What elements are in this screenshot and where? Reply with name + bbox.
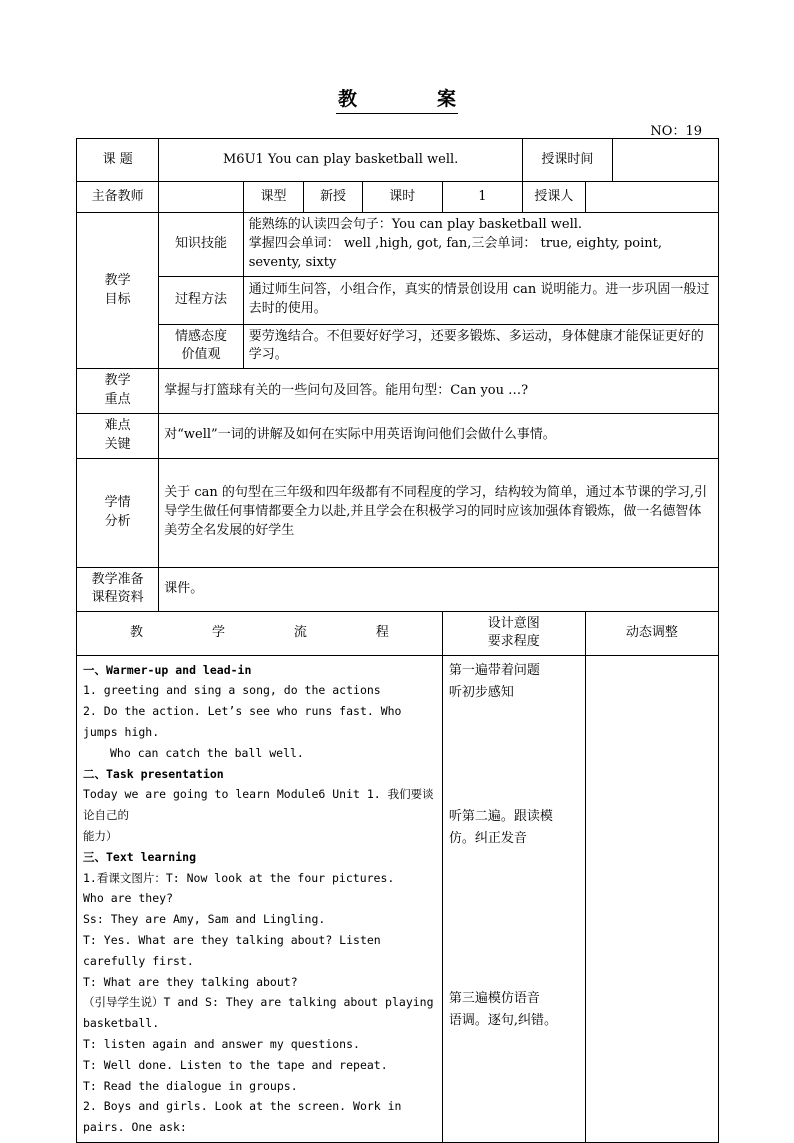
list-item: T: Read the dialogue in groups.	[83, 1078, 298, 1093]
title-right: 案	[437, 88, 457, 110]
list-item: T: What are they talking about?	[83, 974, 298, 989]
section-task-title: 二、Task presentation	[83, 766, 224, 781]
flow-header: 教 学 流 程	[77, 612, 443, 655]
lesson-number: NO：19	[650, 124, 702, 139]
list-item: Ss: They are Amy, Sam and Lingling.	[83, 912, 326, 927]
page-title	[0, 84, 794, 114]
list-item: Who can catch the ball well.	[110, 745, 304, 760]
analysis-label: 学情 分析	[77, 458, 159, 567]
prep-text: 课件。	[159, 567, 719, 612]
list-item: basketball.	[83, 1016, 160, 1031]
adjust-header: 动态调整	[585, 612, 718, 655]
list-item: Today we are going to learn Module6 Unit 1. 我们要谈论自己的	[83, 787, 434, 823]
list-item: T: Yes. What are they talking about? Listen carefully first.	[83, 933, 381, 968]
goal-knowledge-text: 能熟练的认读四会句子：You can play basketball well. 掌握四会单词： well ,high, got, fan,三会单词： true, eighty, point, seventy, sixty	[243, 213, 718, 277]
list-item: 1.看课文图片：T: Now look at the four pictures.	[83, 870, 395, 885]
list-item: 1. greeting and sing a song, do the actions	[83, 683, 381, 698]
list-item: 2. Boys and girls. Look at the screen. Work in pairs. One ask:	[83, 1099, 402, 1135]
intent-notes: 第一遍带着问题 听初步感知 听第二遍。跟读模 仿。纠正发音 第三遍模仿语音 语调。逐句,纠错。	[442, 655, 585, 1142]
focus-text: 掌握与打篮球有关的一些问句及回答。能用句型：Can you …?	[159, 369, 719, 414]
goal-knowledge-label: 知识技能	[159, 213, 243, 277]
process-steps	[77, 655, 443, 1142]
goals-label: 教学 目标	[77, 213, 159, 369]
list-item: （引导学生说）T and S: They are talking about playing	[83, 995, 434, 1010]
class-time-label: 授课时间	[523, 139, 613, 182]
lead-teacher-value	[159, 182, 243, 213]
lesson-title: M6U1 You can play basketball well.	[159, 139, 523, 182]
lesson-type-value: 新授	[304, 182, 362, 213]
list-item: T: Well done. Listen to the tape and repeat.	[83, 1057, 388, 1072]
intent-header: 设计意图 要求程度	[442, 612, 585, 655]
analysis-text: 关于 can 的句型在三年级和四年级都有不同程度的学习，结构较为简单，通过本节课的学习,引导学生做任何事情都要全力以赴,并且学会在积极学习的同时应该加强体育锻炼，做一名德智体美劳全名发展的好学生	[159, 458, 719, 567]
difficulty-label: 难点 关键	[77, 413, 159, 458]
list-item: Who are they?	[83, 891, 174, 906]
list-item: 能力）	[83, 829, 118, 844]
lesson-type-label: 课型	[243, 182, 304, 213]
list-item: T: listen again and answer my questions.	[83, 1037, 360, 1051]
lead-teacher-label: 主备教师	[77, 182, 159, 213]
lecturer-value	[585, 182, 718, 213]
list-item: 2. Do the action. Let’s see who runs fast. Who jumps high.	[83, 704, 402, 740]
lecturer-label: 授课人	[523, 182, 586, 213]
section-warmup-title: 一、Warmer-up and lead-in	[83, 662, 252, 677]
goal-attitude-label: 情感态度 价值观	[159, 324, 243, 369]
prep-label: 教学准备 课程资料	[77, 567, 159, 612]
focus-label: 教学 重点	[77, 369, 159, 414]
hours-label: 课时	[362, 182, 442, 213]
goal-method-text: 通过师生问答，小组合作，真实的情景创设用 can 说明能力。进一步巩固一般过去时的使用。	[243, 276, 718, 324]
class-time-value	[612, 139, 718, 182]
section-text-title: 三、Text learning	[83, 849, 197, 864]
adjust-notes	[585, 655, 718, 1142]
title-left: 教	[337, 88, 357, 110]
lesson-plan-table	[76, 138, 719, 1143]
goal-method-label: 过程方法	[159, 276, 243, 324]
hours-value: 1	[442, 182, 522, 213]
lesson-label: 课 题	[77, 139, 159, 182]
difficulty-text: 对“well”一词的讲解及如何在实际中用英语询问他们会做什么事情。	[159, 413, 719, 458]
goal-attitude-text: 要劳逸结合。不但要好好学习，还要多锻炼、多运动，身体健康才能保证更好的学习。	[243, 324, 718, 369]
